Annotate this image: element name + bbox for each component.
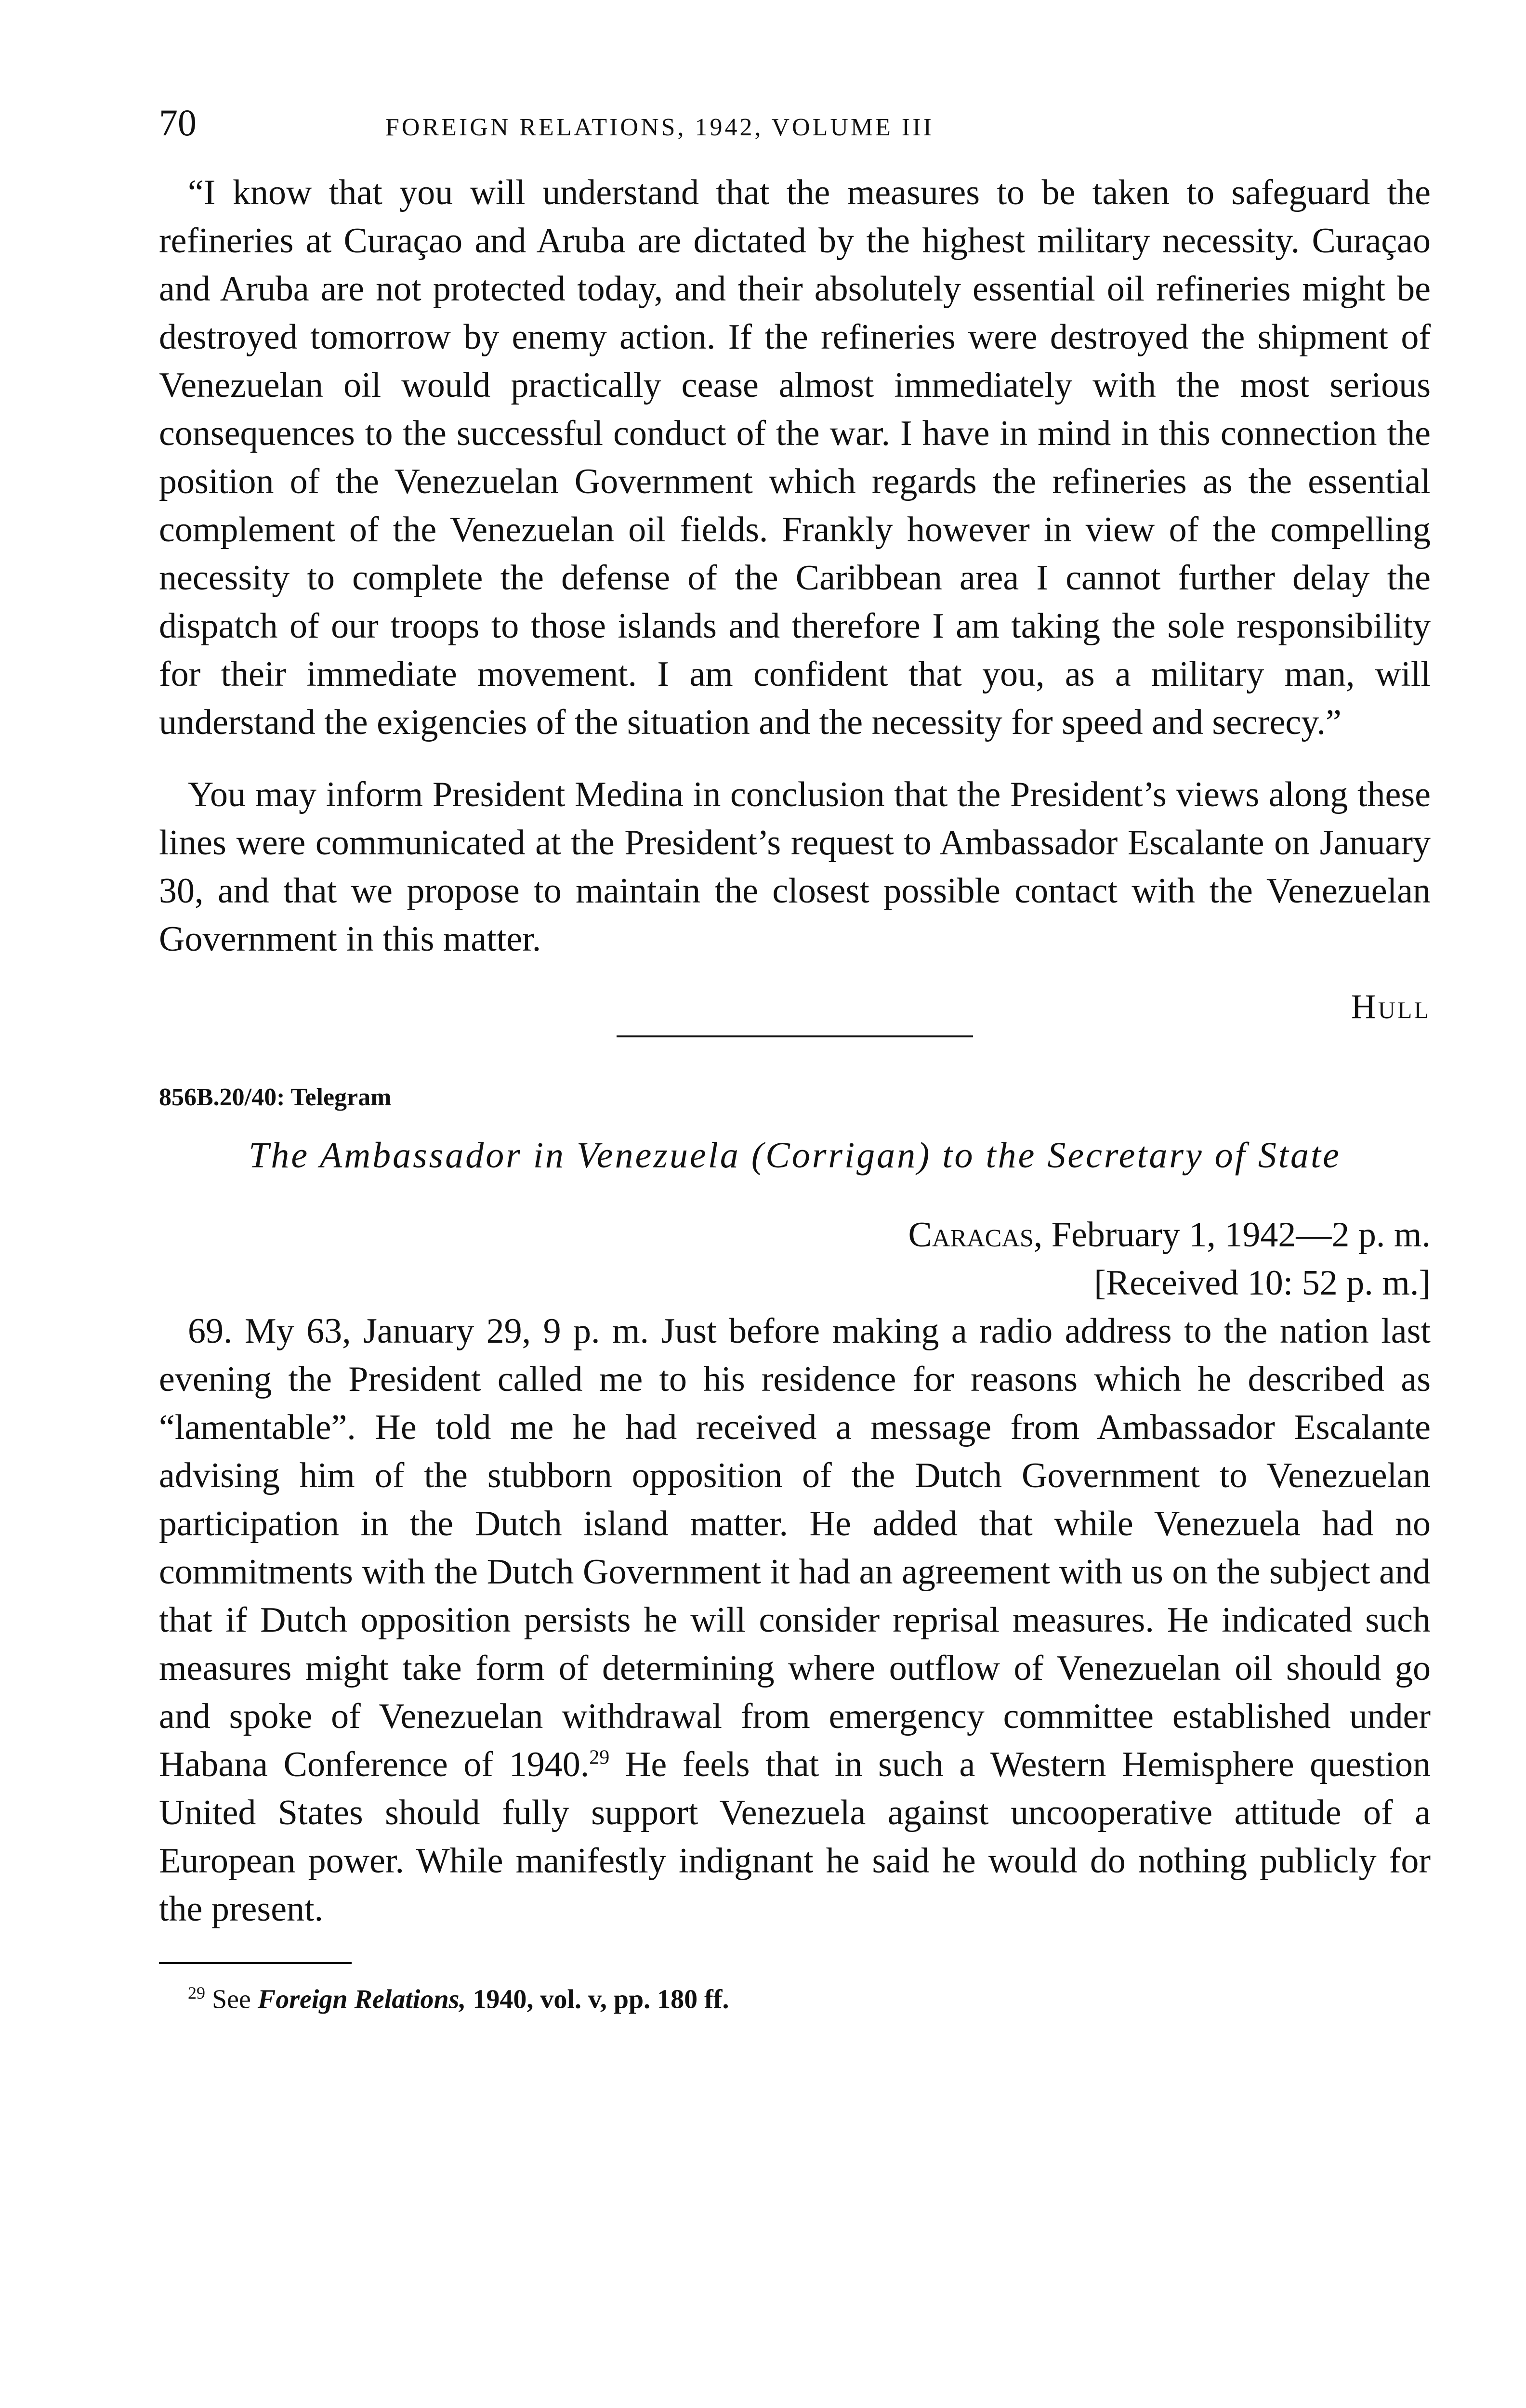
place-and-date (159, 1211, 1431, 1259)
dateline-date: , February 1, 1942—2 p. m. (1033, 1215, 1431, 1255)
dateline (159, 1211, 1431, 1307)
footnote-prefix: See (205, 1984, 258, 2015)
section-divider (617, 1035, 973, 1037)
footnote-citation: 1940, vol. v, pp. 180 ff. (466, 1984, 729, 2015)
quoted-message-paragraph: “I know that you will understand that the measures to be taken to safeguard the refineries at Curaçao and Aruba are dictated by the highest military necessity. Curaçao and Aruba are not protected today, and their absolutely essential oil refineries might be destroyed tomorrow by enemy action. If the refineries were destroyed the shipment of Venezuelan oil would practically cease almost immediately with the most serious consequences to the successful conduct of the war. I have in mind in this connection the position of the Venezuelan Government which regards the refineries as the essential complement of the Venezuelan oil fields. Frankly however in view of the compelling necessity to complete the defense of the Caribbean area I cannot further delay the dispatch of our troops to those islands and therefore I am taking the sole responsibility for their immediate movement. I am confident that you, as a military man, will understand the exigencies of the situation and the necessity for speed and secrecy.” (159, 173, 1431, 742)
telegram-body-part-1: 69. My 63, January 29, 9 p. m. Just before making a radio address to the nation last evening the President called me to his residence for reasons which he described as “lamentable”. He told me he had received a message from Ambassador Escalante advising him of the stubborn opposition of the Dutch Government to Venezuelan participation in the Dutch island matter. He added that while Venezuela had no commitments with the Dutch Government it had an agreement with us on the subject and that if Dutch opposition persists he will consider reprisal measures. He indicated such measures might take form of determining where outflow of Venezuelan oil should go and spoke of Venezuelan withdrawal from emergency committee established under Habana Conference of 1940. (159, 1311, 1431, 1784)
footnote-divider (159, 1962, 352, 1964)
running-title: FOREIGN RELATIONS, 1942, VOLUME III (385, 114, 934, 141)
telegram-body (159, 1307, 1431, 1933)
document-heading: The Ambassador in Venezuela (Corrigan) to the Secretary of State (249, 1135, 1341, 1176)
page-number: 70 (159, 102, 197, 144)
footnote (159, 1974, 1431, 2019)
signature: Hull (1351, 987, 1431, 1026)
dateline-place: Caracas (908, 1215, 1034, 1255)
footnote-title: Foreign Relations, (257, 1984, 466, 2015)
document-file-number: 856B.20/40: Telegram (159, 1084, 392, 1111)
received-time: [Received 10: 52 p. m.] (1094, 1263, 1431, 1303)
footnote-mark: 29 (188, 1983, 205, 2002)
document-page (159, 101, 1431, 2019)
telegram-body-part-2: He feels that in such a Western Hemisphere question United States should fully support Venezuela against uncooperative attitude of a European power. While manifestly indignant he said he would do nothing publicly for the present. (159, 1745, 1431, 1929)
footnote-reference: 29 (589, 1746, 610, 1769)
closing-paragraph: You may inform President Medina in conclusion that the President’s views along these lines were communicated at the President’s request to Ambassador Escalante on January 30, and that we propose to maintain the closest possible contact with the Venezuelan Government in this matter. (159, 775, 1431, 959)
running-head (159, 101, 1431, 154)
